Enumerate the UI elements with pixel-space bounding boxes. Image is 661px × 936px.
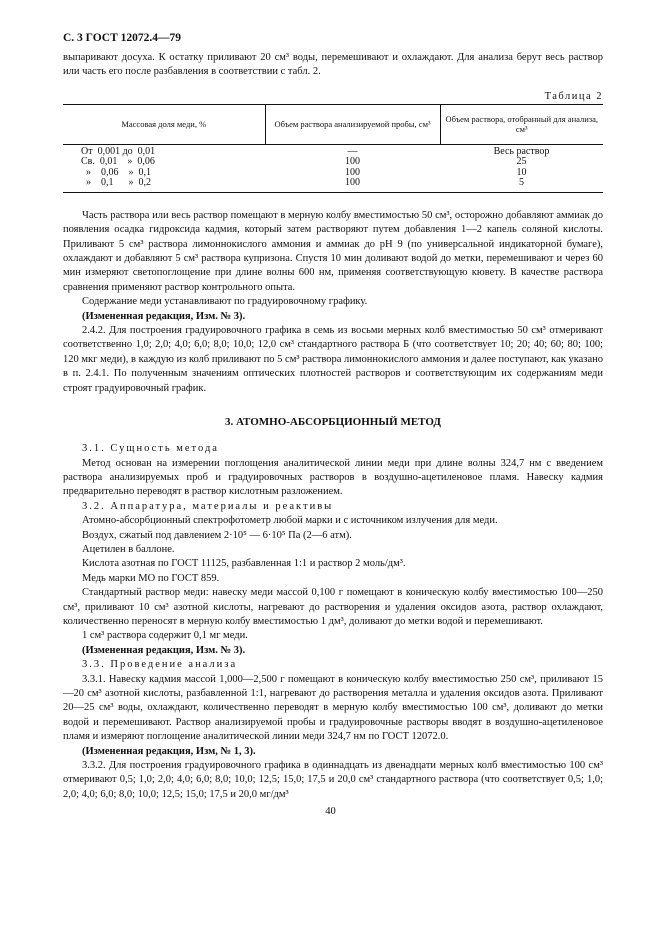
- table-header-cell: Массовая доля меди, %: [63, 104, 265, 144]
- subsection-heading: 3.2. Аппаратура, материалы и реактивы: [82, 500, 334, 512]
- edit-note: (Измененная редакция, Изм. № 3).: [82, 310, 246, 322]
- list-item: Кислота азотная по ГОСТ 11125, разбавленная 1:1 и раствор 2 моль/дм³.: [82, 558, 406, 570]
- list-item: Ацетилен в баллоне.: [82, 543, 175, 555]
- table-cell: 100: [345, 156, 360, 168]
- table-cell: Св. 0,01 » 0,06: [81, 156, 155, 168]
- intro-paragraph: выпаривают досуха. К остатку приливают 20 см³ воды, перемешивают и охлаждают. Для анализа берут весь раствор или часть его после разбавления в соответствии с табл. 2.: [63, 52, 603, 78]
- table-cell: —: [347, 145, 358, 157]
- list-item: Воздух, сжатый под давлением 2·10⁵ — 6·10⁵ Па (2—6 атм).: [82, 529, 352, 541]
- list-item: Атомно-абсорбционный спектрофотометр любой марки и с источником излучения для меди.: [82, 515, 498, 527]
- paragraph: Содержание меди устанавливают по градуировочному графику.: [82, 296, 368, 308]
- table-cell: 10: [516, 166, 527, 178]
- table-header-cell: Объем раствора, отобранный для анализа, см³: [440, 104, 603, 144]
- paragraph-2-4-2: 2.4.2. Для построения градуировочного графика в семь из восьми мерных колб вместимостью 50 см³ отмеривают соответственно 1,0; 2,0; 4,0; 6,0; 8,0; 10,0; 12,0 см³ стандартного раствора Б (что соответствует 10; 20; 40; 60; 80; 100; 120 мкг меди), в каждую из колб приливают по 5 см³ раствора лимоннокислого аммония и далее поступают, как указано в п. 2.4.1. По полученным значениям оптических плотностей растворов и соответствующим их содержаниям меди строят градуировочный график.: [63, 325, 603, 394]
- document-page: [63, 32, 603, 802]
- list-item: Стандартный раствор меди: навеску меди массой 0,100 г помещают в коническую колбу вместимостью 100—250 см³, приливают 10 см³ азотной кислоты, нагревают до растворения и удаления оксидов азота, раствор охлаждают, количественно переносят в мерную колбу вместимостью 1 дм³, доливают до метки водой и перемешивают.: [63, 587, 603, 627]
- table-cell: » 0,1 » 0,2: [63, 178, 265, 192]
- table-cell: От 0,001 до 0,01: [81, 145, 156, 157]
- page-number: 40: [325, 806, 336, 817]
- paragraph: Часть раствора или весь раствор помещают в мерную колбу вместимостью 50 см³, осторожно добавляют аммиак до появления осадка гидроксида кадмия, который затем растворяют путем добавления 1—2 капель соляной кислоты. Приливают 5 см³ раствора лимоннокислого аммония и аммиак до pH 9 (по универсальной индикаторной бумаге), охлаждают и добавляют 5 см³ раствора купризона. Спустя 10 мин доливают водой до метки, перемешивают и через 60 мин измеряют светопоглощение при длине волны 600 нм, применяя соответствующую кювету. В качестве раствора сравнения применяют раствор контрольного опыта.: [63, 209, 603, 293]
- subsection-heading: 3.1. Сущность метода: [82, 443, 219, 455]
- page-header: С. 3 ГОСТ 12072.4—79: [63, 32, 182, 44]
- table-header-cell: Объем раствора анализируемой пробы, см³: [265, 104, 440, 144]
- table-cell: 100: [265, 178, 440, 192]
- list-item: Медь марки МО по ГОСТ 859.: [82, 572, 220, 584]
- table-cell: » 0,06 » 0,1: [81, 166, 151, 178]
- table-caption: Таблица 2: [544, 90, 603, 102]
- list-item: 1 см³ раствора содержит 0,1 мг меди.: [82, 630, 248, 642]
- subsection-heading: 3.3. Проведение анализа: [82, 659, 238, 671]
- paragraph-3-3-1: 3.3.1. Навеску кадмия массой 1,000—2,500 г помещают в коническую колбу вместимостью 250 см³, приливают 15—20 см³ азотной кислоты, разбавленной 1:1, нагревают до растворения металла и удаления оксидов азота. Приливают 20—25 см³ воды, охлаждают, количественно переводят в мерную колбу вместимостью 100 см³, доливают до метки водой и перемешивают. Раствор анализируемой пробы и градуировочные растворы вводят в воздушно-ацетиленовое пламя и измеряют поглощение аналитической линии меди 324,7 нм по ГОСТ 12072.0.: [63, 673, 603, 743]
- table-cell: 25: [516, 156, 527, 168]
- table-cell: Весь раствор: [493, 145, 550, 157]
- table-cell: 5: [440, 178, 603, 192]
- section-title: 3. АТОМНО-АБСОРБЦИОННЫЙ МЕТОД: [225, 416, 441, 429]
- table-header-row: [63, 104, 603, 144]
- edit-note: (Измененная редакция, Изм, № 1, 3).: [82, 745, 256, 757]
- table-cell: 100: [345, 166, 360, 178]
- paragraph-3-3-2: 3.3.2. Для построения градуировочного графика в одиннадцать из двенадцати мерных колб вместимостью 100 см³ отмеривают 0,5; 1,0; 2,0; 4,0; 6,0; 8,0; 10,0; 12,5; 15,0; 17,5 и 20,0 см³ стандартного раствора (что соответствует 0,5; 1,0; 2,0; 4,0; 6,0; 8,0; 10,0; 12,5; 15,0; 17,5 и 20,0 мг/дм³: [63, 760, 603, 800]
- edit-note: (Измененная редакция, Изм. № 3).: [82, 644, 246, 656]
- table-row: [63, 178, 603, 192]
- paragraph: Метод основан на измерении поглощения аналитической линии меди при длине волны 324,7 нм с введением раствора анализируемых проб и градуировочных растворов в воздушно-ацетиленовое пламя. Навеску кадмия предварительно переводят в раствор кислотным разложением.: [63, 457, 603, 498]
- table-2: [63, 104, 603, 193]
